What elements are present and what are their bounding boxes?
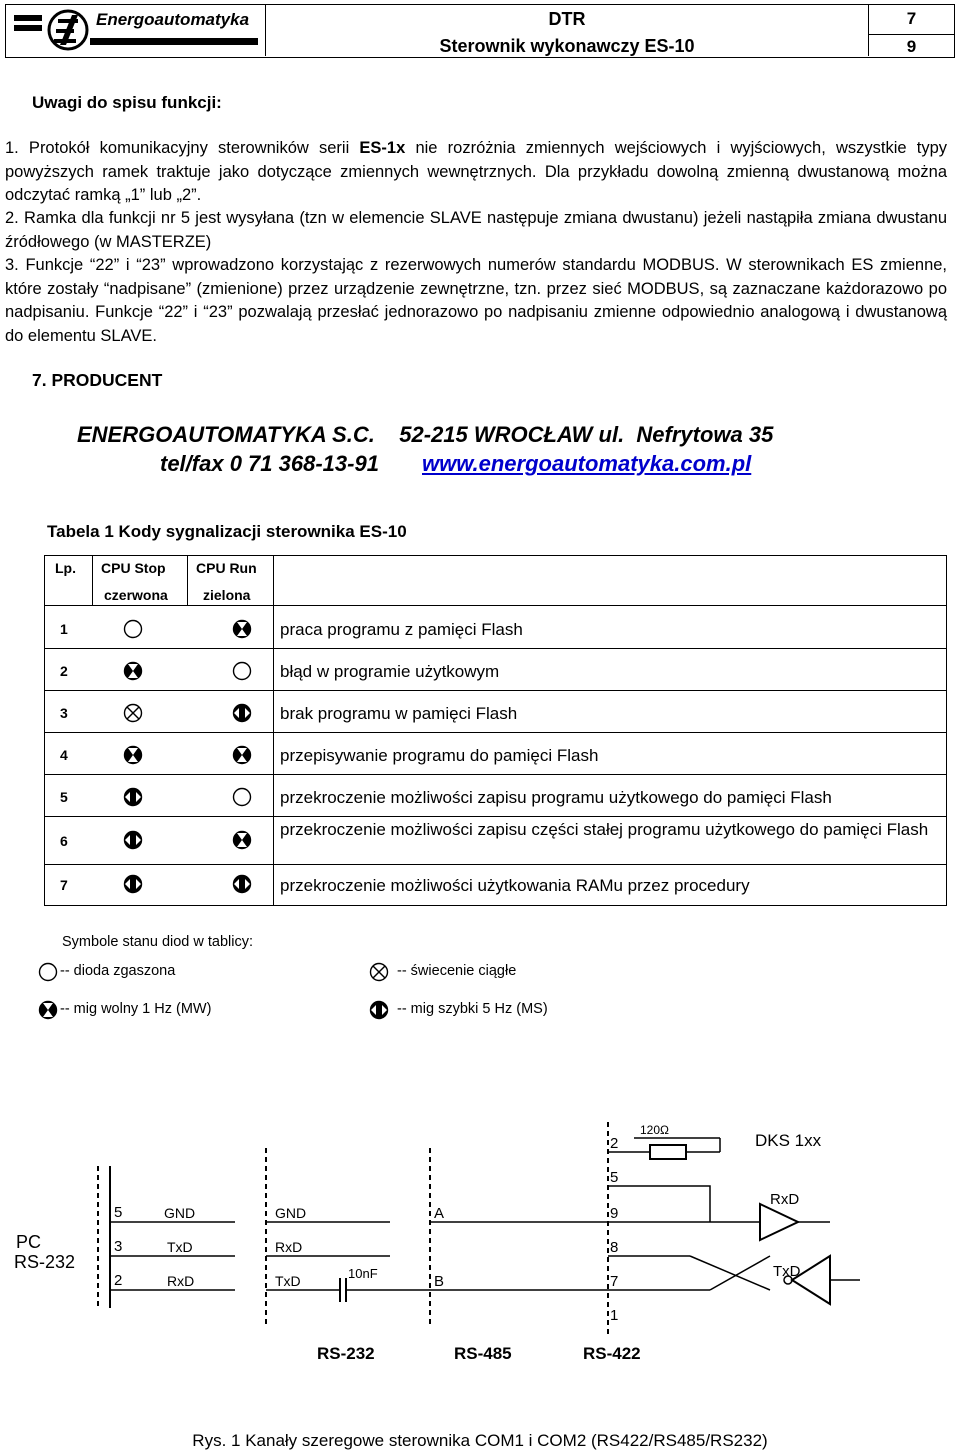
logo-mark-icon [6, 5, 96, 55]
cpu-stop-led-mw-icon [122, 744, 144, 771]
row-description: przekroczenie możliwości zapisu programu użytkowego do pamięci Flash [280, 788, 832, 807]
producer-heading: 7. PRODUCENT [32, 370, 163, 390]
cpu-run-led-ms-icon [231, 873, 253, 900]
dks-pin: 9 [610, 1205, 619, 1222]
legend-on-icon [368, 961, 390, 988]
cpu-stop-led-mw-icon [122, 660, 144, 687]
rs232-signal: GND [275, 1205, 307, 1221]
led-ms-icon [231, 873, 253, 895]
row-description: przekroczenie możliwości użytkowania RAMu przez procedury [280, 876, 750, 895]
company-name: Energoautomatyka [96, 10, 250, 29]
led-ms-icon [368, 999, 390, 1021]
row-description: przekroczenie możliwości zapisu części stałej programu użytkowego do pamięci Flash [280, 820, 929, 839]
pc-label: PC [16, 1232, 42, 1252]
table-divider [273, 555, 274, 906]
row-number: 4 [60, 747, 68, 763]
pc-port-label: RS-232 [14, 1252, 76, 1272]
row-number: 3 [60, 705, 68, 721]
legend-off-label: -- dioda zgaszona [60, 963, 176, 979]
logo-underline [90, 38, 258, 45]
signal-table [44, 555, 947, 906]
section-number: 7 [869, 9, 954, 35]
table-divider [44, 864, 947, 865]
legend-on-label: -- świecenie ciągłe [397, 963, 517, 979]
dks-label: DKS 1xx [755, 1131, 822, 1150]
table-divider [44, 648, 947, 649]
pc-pin: 5 [114, 1204, 123, 1221]
bus-label: RS-485 [454, 1344, 512, 1363]
rs485-signal: B [434, 1273, 445, 1290]
page-number: 9 [906, 37, 917, 56]
legend-ms-label: -- mig szybki 5 Hz (MS) [397, 1001, 548, 1017]
led-mw-icon [37, 999, 59, 1021]
note-1-text-a: 1. Protokół komunikacyjny sterowników serii [5, 139, 360, 157]
header-title-cell [266, 5, 869, 56]
cpu-stop-led-on-icon [122, 702, 144, 729]
doc-title: Sterownik wykonawczy ES-10 [439, 36, 695, 56]
cpu-run-led-off-icon [231, 786, 253, 813]
led-ms-icon [122, 829, 144, 851]
table-divider [44, 816, 947, 817]
led-ms-icon [122, 873, 144, 895]
led-off-icon [231, 660, 253, 682]
table-divider [44, 605, 947, 606]
serial-port-diagram [10, 1108, 910, 1378]
header-lp: Lp. [55, 560, 76, 576]
rs485-signal: A [434, 1205, 445, 1222]
note-2: 2. Ramka dla funkcji nr 5 jest wysyłana (tzn w elemencie SLAVE następuje zmiana dwustanu) jeżeli nastąpiła zmiana dwustanu źródłowego (w MASTERZE) [5, 209, 947, 251]
rs232-signal: TxD [275, 1273, 301, 1289]
row-description: przepisywanie programu do pamięci Flash [280, 746, 599, 765]
led-off-icon [37, 961, 59, 983]
producer-address: ENERGOAUTOMATYKA S.C. 52-215 WROCŁAW ul. Nefrytowa 35 [77, 422, 774, 447]
pc-signal: TxD [167, 1239, 193, 1255]
row-number: 5 [60, 789, 68, 805]
producer-phone: tel/fax 0 71 368-13-91 [160, 451, 379, 476]
led-mw-icon [231, 829, 253, 851]
legend-title: Symbole stanu diod w tablicy: [62, 934, 254, 950]
note-1 [5, 137, 947, 208]
cpu-run-led-ms-icon [231, 702, 253, 729]
wire-tx-cross [710, 1256, 770, 1290]
header-cpu-run: CPU Run [196, 560, 257, 576]
row-description: błąd w programie użytkowym [280, 662, 500, 681]
led-mw-icon [122, 744, 144, 766]
note-1-text-b: nie rozróżnia zmiennych wejściowych i wyjściowych, wszystkie typy powyższych ramek traktuje jako dotyczące zmiennych wewnętrznych. Dla przykładu dowolną zmienną dwustanową można odczytać ramką „1” lub „2”. [5, 139, 947, 204]
dks-pin: 2 [610, 1135, 619, 1152]
led-off-icon [231, 786, 253, 808]
cpu-run-led-mw-icon [231, 618, 253, 645]
wire-rx [608, 1186, 710, 1222]
dks-pin: 1 [610, 1307, 619, 1324]
table-divider [92, 555, 93, 605]
rxd-label: RxD [770, 1191, 800, 1208]
led-ms-icon [122, 786, 144, 808]
pc-pin: 3 [114, 1238, 123, 1255]
legend-off-icon [37, 961, 59, 988]
row-number: 1 [60, 621, 68, 637]
note-1-bold: ES-1x [359, 139, 406, 157]
note-3: 3. Funkcje “22” i “23” wprowadzono korzystając z rezerwowych numerów standardu MODBUS. W sterownikach ES zmienne, które zostały “nadpisane” (zmienione) przez urządzenie zewnętrzne, tzn. przez sieć MODBUS, są zaznaczane każdorazowo po nadpisaniu. Funkcje “22” i “23” pozwalają przesłać jednorazowo po nadpisaniu zmienne odpowiednio analogową i dwustanową do elementu SLAVE. [5, 256, 947, 345]
header-stop-color: czerwona [104, 587, 168, 603]
resistor-label: 120Ω [640, 1123, 669, 1137]
resistor-icon [650, 1145, 686, 1159]
legend-mw-label: -- mig wolny 1 Hz (MW) [60, 1001, 212, 1017]
figure-caption: Rys. 1 Kanały szeregowe sterownika COM1 i COM2 (RS422/RS485/RS232) [192, 1431, 768, 1450]
cpu-run-led-off-icon [231, 660, 253, 687]
cpu-stop-led-ms-icon [122, 829, 144, 856]
led-off-icon [122, 618, 144, 640]
header-page-cell [869, 5, 954, 56]
pc-pin: 2 [114, 1272, 123, 1289]
receiver-icon [760, 1204, 798, 1240]
cpu-stop-led-off-icon [122, 618, 144, 645]
rs232-signal: RxD [275, 1239, 303, 1255]
company-logo [6, 5, 266, 56]
led-on-icon [368, 961, 390, 983]
header-cpu-stop: CPU Stop [101, 560, 166, 576]
row-description: brak programu w pamięci Flash [280, 704, 518, 723]
table-divider [44, 774, 947, 775]
led-mw-icon [122, 660, 144, 682]
bus-label: RS-232 [317, 1344, 375, 1363]
row-number: 6 [60, 833, 68, 849]
legend-ms-icon [368, 999, 390, 1026]
led-on-icon [122, 702, 144, 724]
row-description: praca programu z pamięci Flash [280, 620, 523, 639]
capacitor-label: 10nF [348, 1266, 378, 1281]
cpu-stop-led-ms-icon [122, 786, 144, 813]
bus-label: RS-422 [583, 1344, 641, 1363]
doc-type: DTR [548, 9, 586, 29]
legend-mw-icon [37, 999, 59, 1026]
pc-signal: RxD [167, 1273, 195, 1289]
row-number: 2 [60, 663, 68, 679]
header-run-color: zielona [203, 587, 251, 603]
table-title: Tabela 1 Kody sygnalizacji sterownika ES-10 [47, 522, 407, 541]
cpu-run-led-mw-icon [231, 829, 253, 856]
wire-tx-cross [690, 1256, 770, 1290]
table-divider [187, 555, 188, 605]
led-mw-icon [231, 618, 253, 640]
dks-pin: 5 [610, 1169, 619, 1186]
cpu-run-led-mw-icon [231, 744, 253, 771]
table-divider [44, 690, 947, 691]
page-header [5, 4, 955, 58]
led-mw-icon [231, 744, 253, 766]
dks-pin: 8 [610, 1239, 619, 1256]
pc-signal: GND [164, 1205, 196, 1221]
dks-pin: 7 [610, 1273, 619, 1290]
producer-website-link[interactable]: www.energoautomatyka.com.pl [422, 451, 752, 476]
led-ms-icon [231, 702, 253, 724]
txd-label: TxD [773, 1263, 801, 1280]
row-number: 7 [60, 877, 68, 893]
cpu-stop-led-ms-icon [122, 873, 144, 900]
table-divider [44, 732, 947, 733]
notes-heading: Uwagi do spisu funkcji: [32, 93, 222, 112]
